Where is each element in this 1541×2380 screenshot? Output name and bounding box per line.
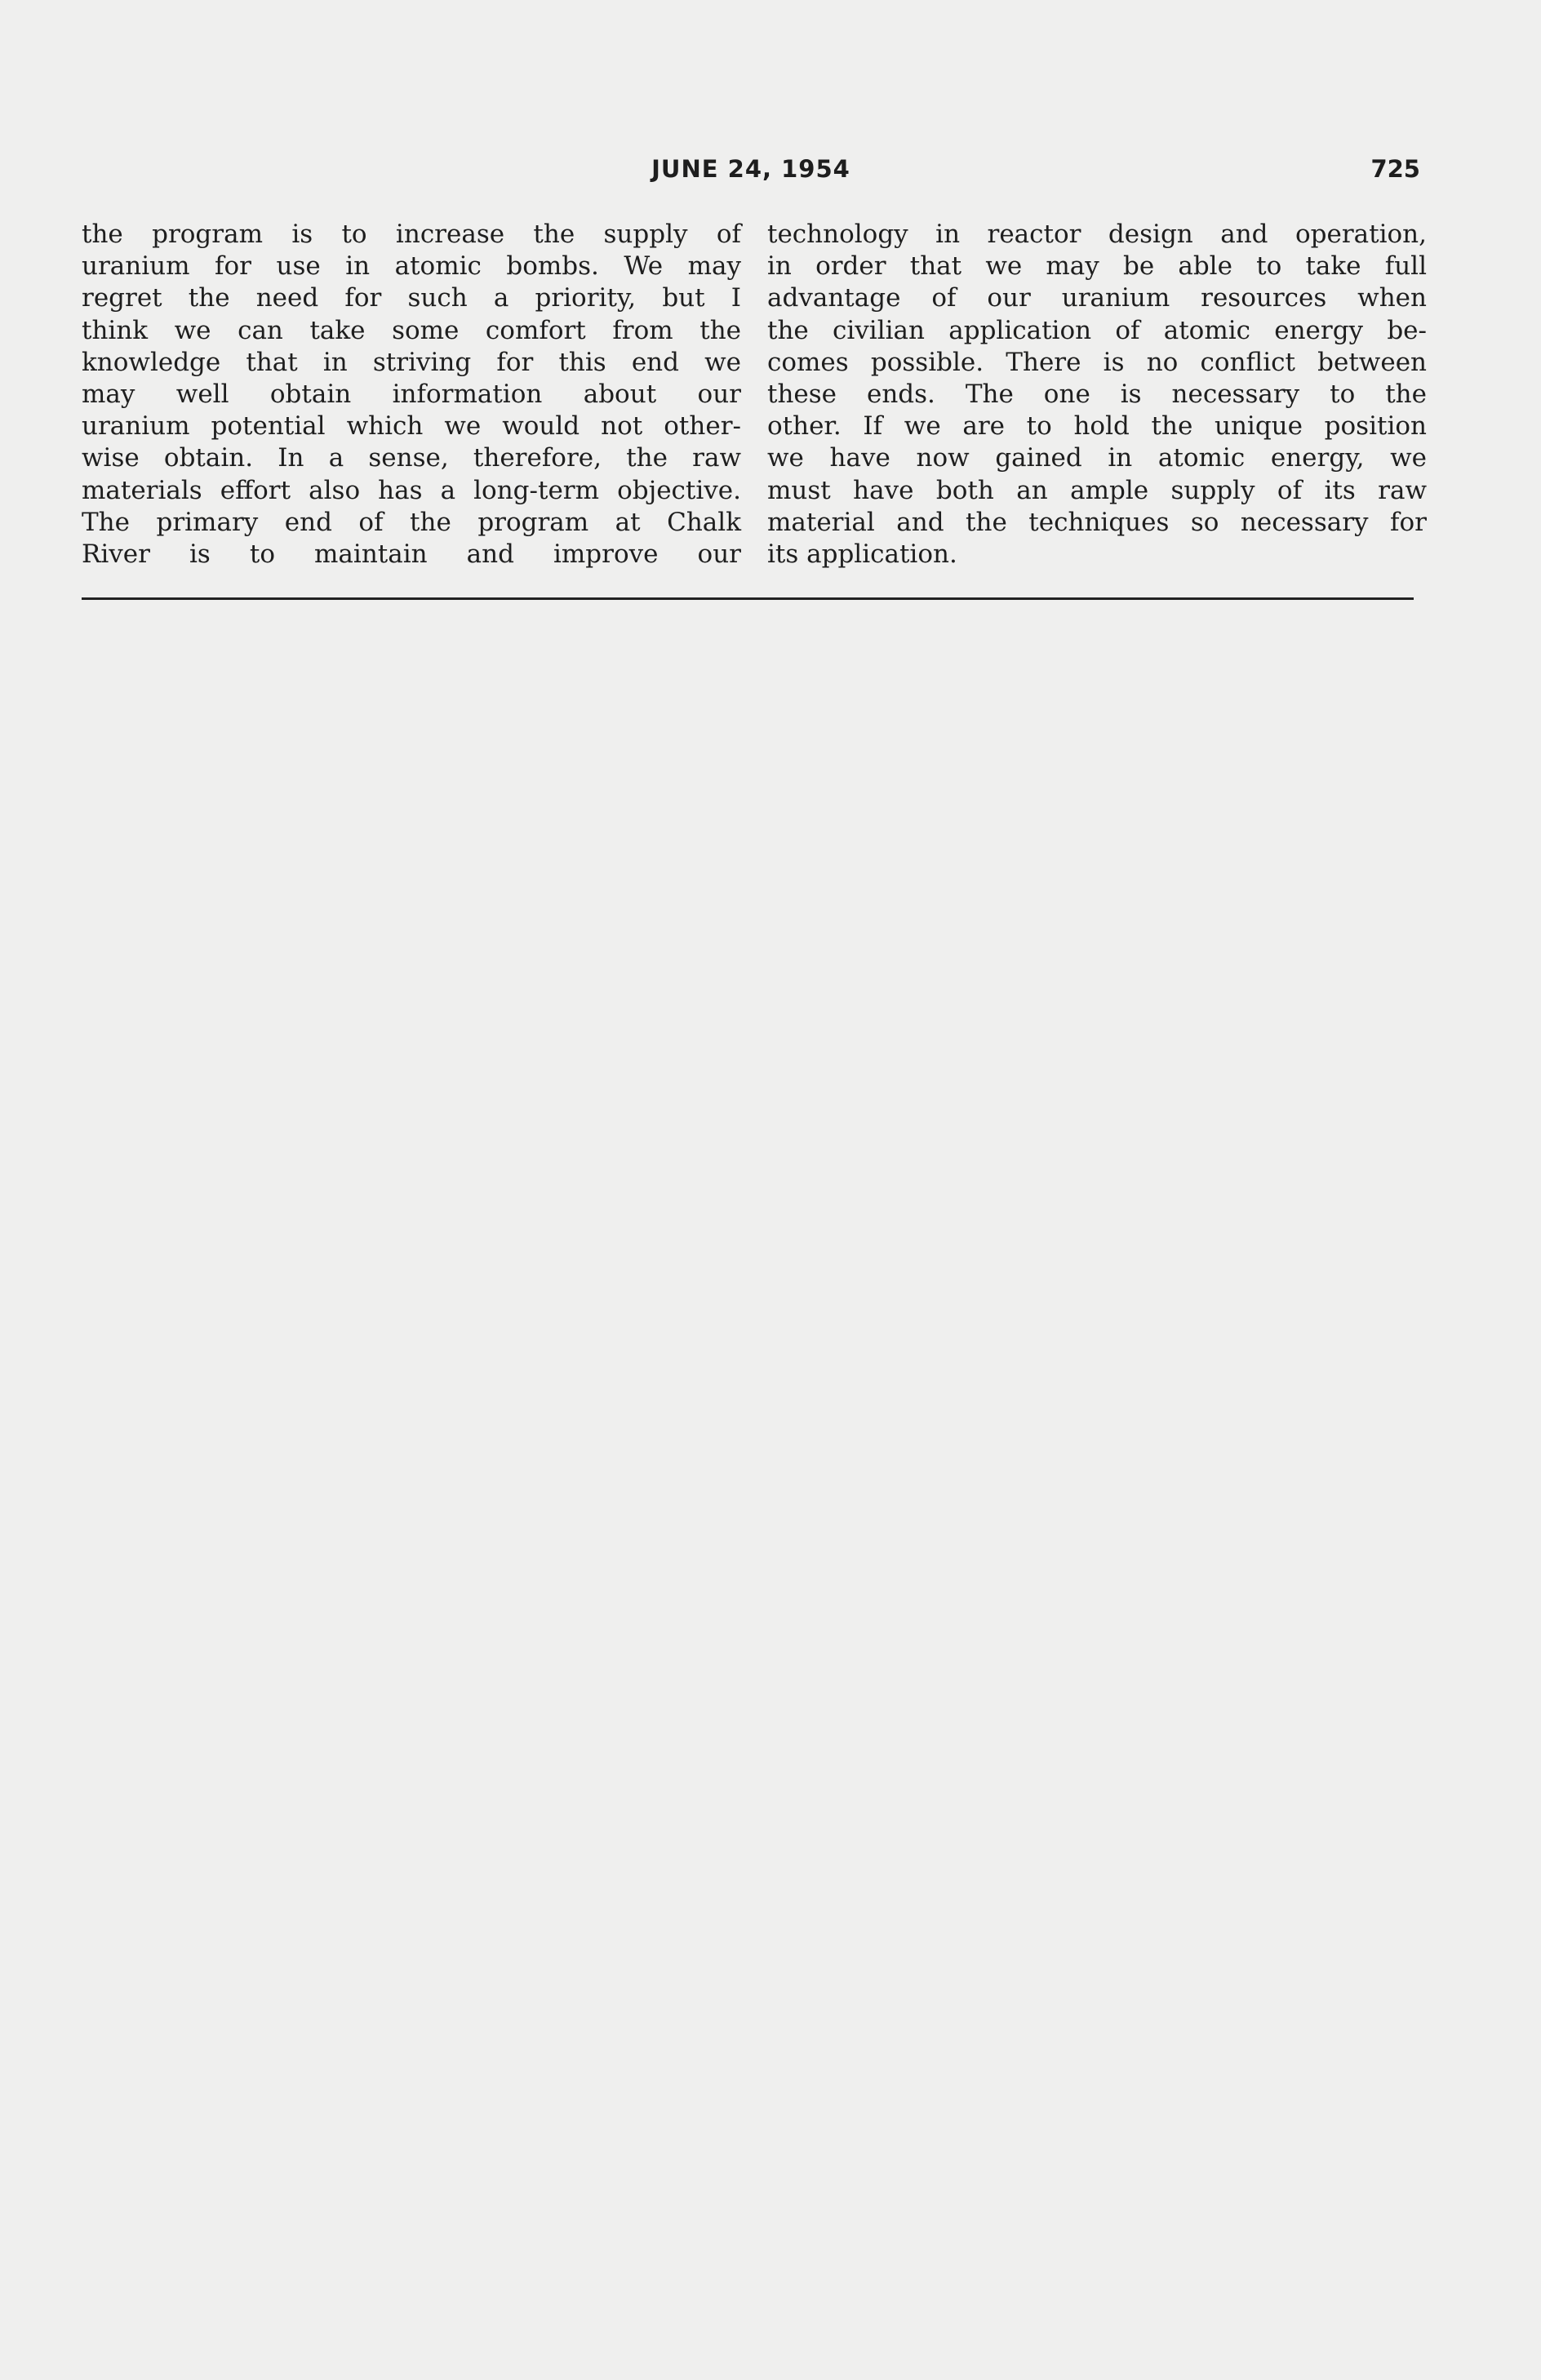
- right-text-column: [767, 219, 1427, 571]
- text-line: must have both an ample supply of its raw: [767, 475, 1427, 505]
- text-line: uranium potential which we would not other-: [82, 411, 741, 442]
- text-line: the civilian application of atomic energy be-: [767, 315, 1427, 345]
- text-line: we have now gained in atomic energy, we: [767, 443, 1427, 473]
- text-line: comes possible. There is no conflict between: [767, 347, 1427, 377]
- text-line: other. If we are to hold the unique position: [767, 411, 1427, 442]
- running-header: [82, 155, 1420, 196]
- section-divider-rule: [82, 597, 1414, 600]
- text-line: technology in reactor design and operation,: [767, 220, 1427, 249]
- text-line: uranium for use in atomic bombs. We may: [82, 251, 741, 282]
- text-line: its application.: [767, 539, 957, 570]
- text-line: wise obtain. In a sense, therefore, the raw: [82, 443, 741, 473]
- text-line: The primary end of the program at Chalk: [82, 507, 741, 537]
- page-number: 725: [1370, 155, 1420, 183]
- text-line: think we can take some comfort from the: [82, 315, 741, 345]
- text-line: material and the techniques so necessary for: [767, 507, 1427, 537]
- text-line: the program is to increase the supply of: [82, 220, 741, 249]
- text-line: advantage of our uranium resources when: [767, 283, 1427, 313]
- left-text-column: [82, 219, 741, 571]
- text-line: may well obtain information about our: [82, 380, 741, 410]
- text-line: in order that we may be able to take full: [767, 251, 1427, 282]
- text-line: these ends. The one is necessary to the: [767, 380, 1427, 410]
- text-line: knowledge that in striving for this end we: [82, 347, 741, 377]
- text-line: River is to maintain and improve our: [82, 539, 741, 570]
- header-date: JUNE 24, 1954: [651, 155, 850, 183]
- text-line: regret the need for such a priority, but I: [82, 283, 741, 313]
- text-line: materials effort also has a long-term objective.: [82, 475, 741, 505]
